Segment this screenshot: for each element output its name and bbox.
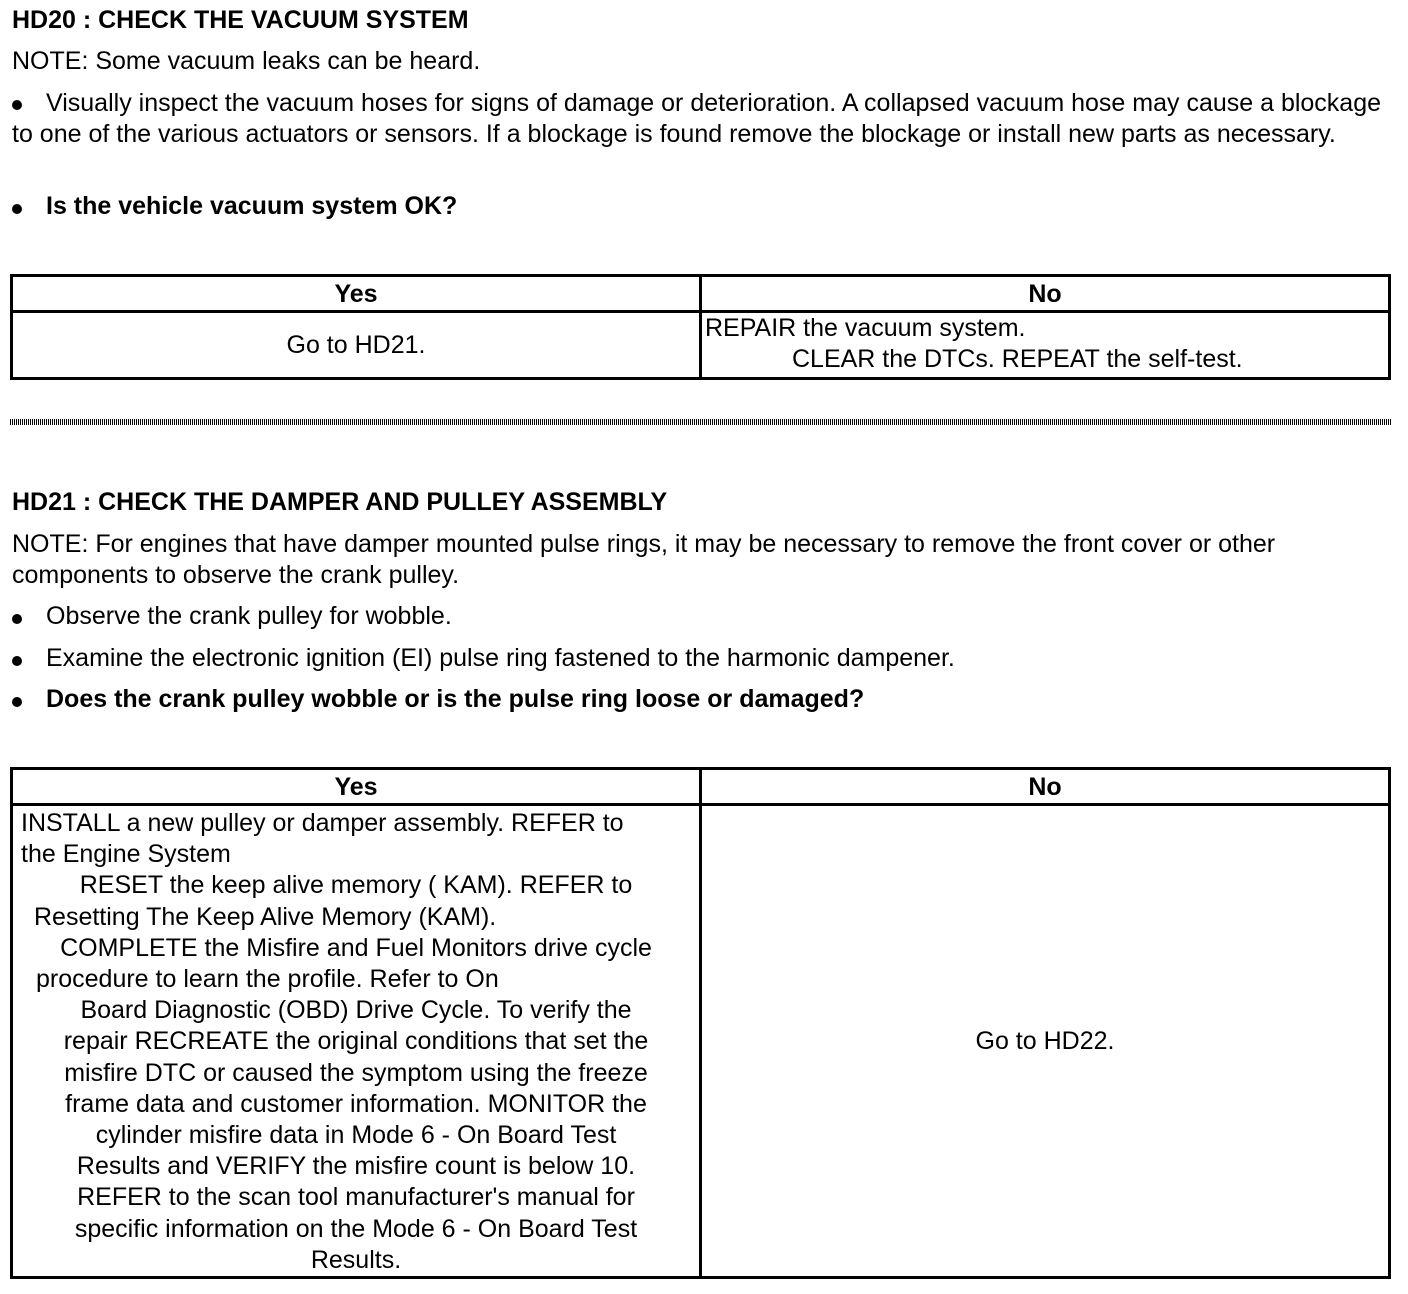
hd21-yes-line: specific information on the Mode 6 - On Board Test bbox=[74, 1214, 638, 1243]
hd20-question-text: Is the vehicle vacuum system OK? bbox=[46, 192, 458, 220]
section-divider bbox=[10, 419, 1391, 425]
hd21-yes-line: REFER to the scan tool manufacturer's manual for bbox=[77, 1183, 635, 1212]
hd20-yes-header: Yes bbox=[12, 276, 701, 312]
hd21-yes-line: repair RECREATE the original conditions that set the bbox=[63, 1027, 649, 1056]
bullet-icon bbox=[12, 656, 22, 666]
hd20-note: NOTE: Some vacuum leaks can be heard. bbox=[12, 47, 481, 75]
hd21-yes-line: frame data and customer information. MONITOR the bbox=[65, 1089, 647, 1118]
hd21-title: HD21 : CHECK THE DAMPER AND PULLEY ASSEMBLY bbox=[12, 488, 668, 516]
hd21-yes-cell bbox=[12, 805, 701, 1278]
hd21-bullet-2 bbox=[12, 643, 1397, 674]
hd21-result-table bbox=[10, 767, 1391, 1279]
hd21-bullet-2-text: Examine the electronic ignition (EI) pulse ring fastened to the harmonic dampener. bbox=[46, 644, 955, 672]
hd21-yes-line: Results. bbox=[310, 1245, 402, 1274]
hd21-no-cell bbox=[701, 805, 1390, 1278]
hd20-question bbox=[12, 191, 1397, 222]
hd21-yes-line: INSTALL a new pulley or damper assembly. REFER to bbox=[21, 809, 624, 837]
hd21-no-text: Go to HD22. bbox=[975, 1026, 1115, 1055]
hd21-yes-line: COMPLETE the Misfire and Fuel Monitors drive cycle bbox=[60, 933, 652, 962]
bullet-icon bbox=[12, 614, 22, 624]
hd21-bullet-1 bbox=[12, 601, 1397, 632]
hd21-yes-line: cylinder misfire data in Mode 6 - On Board Test bbox=[95, 1121, 617, 1150]
hd20-yes-cell bbox=[12, 312, 701, 379]
hd21-question-text: Does the crank pulley wobble or is the pulse ring loose or damaged? bbox=[46, 685, 865, 713]
hd20-no-header: No bbox=[701, 276, 1390, 312]
hd21-yes-line: Results and VERIFY the misfire count is below 10. bbox=[76, 1152, 636, 1181]
hd20-no-cell bbox=[701, 312, 1390, 379]
hd21-yes-line: procedure to learn the profile. Refer to On bbox=[36, 965, 499, 994]
hd21-yes-line: RESET the keep alive memory ( KAM). REFER to bbox=[79, 871, 633, 900]
hd20-bullet-1-text: Visually inspect the vacuum hoses for signs of damage or deterioration. A collapsed vacuum hose may cause a blockage to one of the various actuators or sensors. If a blockage is found remove the blockage or install new parts as necessary. bbox=[12, 89, 1382, 148]
hd20-no-line-1: REPAIR the vacuum system. bbox=[705, 314, 1026, 342]
hd21-yes-line: Resetting The Keep Alive Memory (KAM). bbox=[34, 902, 497, 931]
bullet-icon bbox=[12, 697, 22, 707]
hd21-bullet-1-text: Observe the crank pulley for wobble. bbox=[46, 602, 452, 630]
hd20-title: HD20 : CHECK THE VACUUM SYSTEM bbox=[12, 6, 469, 34]
hd21-yes-line: the Engine System bbox=[21, 840, 231, 869]
hd21-yes-header: Yes bbox=[12, 769, 701, 805]
hd20-bullet-1 bbox=[12, 88, 1397, 181]
hd21-question bbox=[12, 684, 1397, 715]
bullet-icon bbox=[12, 204, 22, 214]
hd21-note: NOTE: For engines that have damper mounted pulse rings, it may be necessary to remove the front cover or other components to observe the crank pulley. bbox=[12, 530, 1276, 589]
hd21-yes-line: misfire DTC or caused the symptom using the freeze bbox=[64, 1058, 648, 1087]
hd20-yes-text: Go to HD21. bbox=[286, 330, 426, 359]
hd20-no-line-2: CLEAR the DTCs. REPEAT the self-test. bbox=[792, 345, 1243, 373]
bullet-icon bbox=[12, 100, 22, 110]
hd20-result-table bbox=[10, 274, 1391, 380]
hd21-no-header: No bbox=[701, 769, 1390, 805]
hd21-yes-line: Board Diagnostic (OBD) Drive Cycle. To verify the bbox=[80, 996, 632, 1025]
